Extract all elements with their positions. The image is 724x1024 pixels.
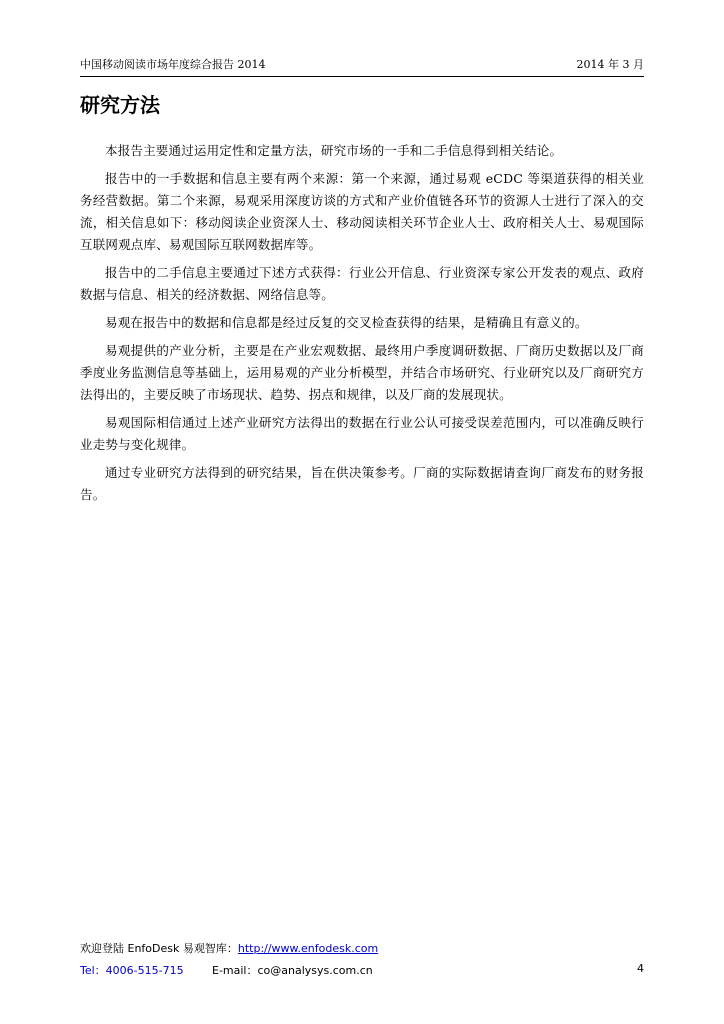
paragraph-4: 易观在报告中的数据和信息都是经过反复的交叉检查获得的结果，是精确且有意义的。: [105, 315, 588, 330]
footer-welcome-text: 欢迎登陆 EnfoDesk 易观智库：: [80, 942, 238, 955]
footer-tel[interactable]: Tel：4006-515-715: [80, 964, 184, 977]
paragraph-6: 易观国际相信通过上述产业研究方法得出的数据在行业公认可接受误差范围内，可以准确反映行业走势与变化规律。: [80, 415, 644, 452]
page-header: [80, 58, 644, 77]
footer-welcome-line: [80, 940, 378, 956]
paragraph-1: 本报告主要通过运用定性和定量方法，研究市场的一手和二手信息得到相关结论。: [105, 143, 563, 158]
paragraph-7: 通过专业研究方法得到的研究结果，旨在供决策参考。厂商的实际数据请查询厂商发布的财务报告。: [80, 465, 644, 502]
body-text: [80, 140, 644, 512]
section-title: 研究方法: [80, 93, 160, 117]
header-date: 2014 年 3 月: [576, 58, 644, 71]
paragraph-5: 易观提供的产业分析，主要是在产业宏观数据、最终用户季度调研数据、厂商历史数据以及厂商季度业务监测信息等基础上，运用易观的产业分析模型，并结合市场研究、行业研究以及厂商研究方法得出的，主要反映了市场现状、趋势、拐点和规律，以及厂商的发展现状。: [80, 343, 644, 402]
footer-contact-line: [80, 962, 644, 978]
paragraph-2: 报告中的一手数据和信息主要有两个来源：第一个来源，通过易观 eCDC 等渠道获得的相关业务经营数据。第二个来源，易观采用深度访谈的方式和产业价值链各环节的资源人士进行了深入的交流，相关信息如下：移动阅读企业资深人士、移动阅读相关环节企业人士、政府相关人士、易观国际互联网观点库、易观国际互联网数据库等。: [80, 171, 644, 252]
page-number: 4: [637, 962, 644, 975]
paragraph-3: 报告中的二手信息主要通过下述方式获得：行业公开信息、行业资深专家公开发表的观点、政府数据与信息、相关的经济数据、网络信息等。: [80, 265, 644, 302]
header-report-title: 中国移动阅读市场年度综合报告 2014: [80, 58, 266, 71]
footer-email[interactable]: E-mail：co@analysys.com.cn: [212, 964, 373, 977]
footer-website-link[interactable]: http://www.enfodesk.com: [237, 942, 379, 955]
